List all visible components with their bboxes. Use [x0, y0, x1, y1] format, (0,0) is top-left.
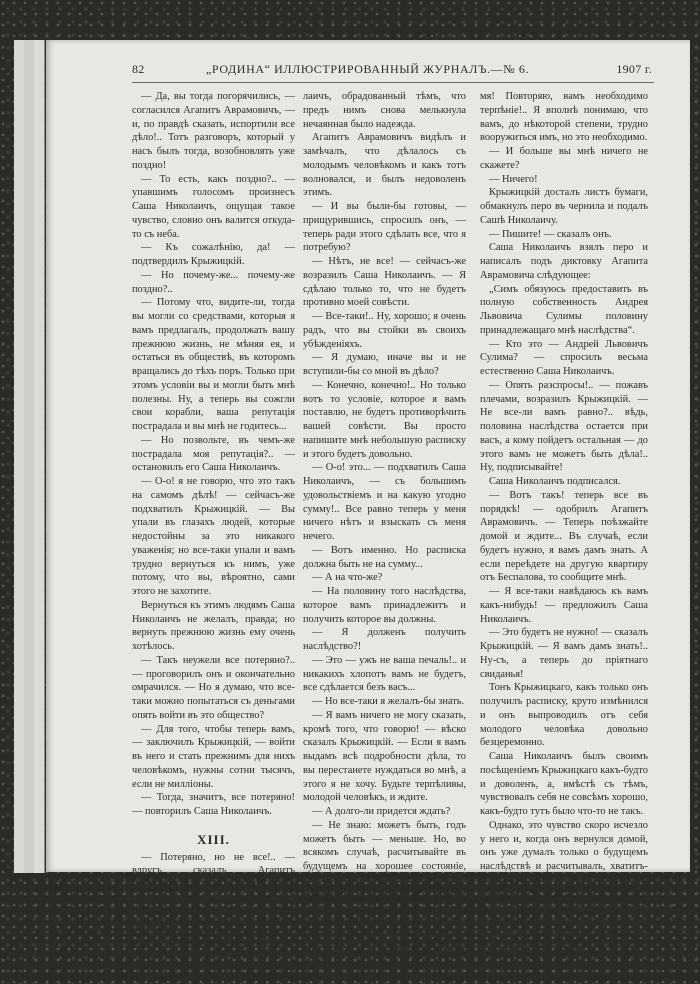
paragraph: — Вотъ именно. Но расписка должна быть не на сумму... [303, 544, 466, 570]
paragraph: — А на что-же? [312, 572, 383, 584]
paragraph: — Тогда, значитъ, все потеряно! — повторилъ Саша Николаичъ. [132, 792, 295, 817]
paragraph: — Все вы узнаете въ свое вре- [312, 971, 447, 982]
paragraph: Вернуться къ этимъ людямъ Саша Николаичъ не желалъ, правда; но вернуть прежнюю жизнь ему очень хотѣлось. [132, 599, 295, 652]
journal-title: „РОДИНА“ ИЛЛЮСТРИРОВАННЫЙ ЖУРНАЛЪ.—№ 6. [206, 62, 530, 76]
paragraph: Тонъ Крыжицкаго, какъ только онъ получилъ расписку, круто измѣнился и онъ выпроводилъ отъ себя молодого человѣка довольно безцеремонно. [480, 682, 648, 749]
paragraph: — О-о! я не говорю, что это такъ на самомъ дѣлѣ! — сейчасъ-же подхватилъ Крыжицкій. — Вы упали въ глазахъ людей, которые недостойны за это никакого уваженія; но все-таки упали и вамъ трудно вернуться къ нимъ, уже потому, что вы, вѣроятно, сами этого не захотите. [132, 476, 295, 597]
paragraph: — Кто это — Андрей Львовичъ Сулима? — спросилъ весьма естественно Саша Николаичъ. [480, 338, 648, 377]
text-column-2 [303, 90, 466, 984]
paragraph: — Я все-таки навѣдаюсь къ вамъ какъ-нибудь! — предложилъ Саша Николаичъ. [480, 586, 648, 625]
text-column-3 [480, 90, 648, 956]
page-number: 82 [132, 62, 145, 76]
paragraph: Саша Николаичъ подписался. [489, 476, 621, 487]
chapter-heading: XIII. [197, 831, 230, 847]
paragraph: — Потому что, видите-ли, тогда вы могли со средствами, которыя я вамъ предлагалъ, продолжать вашу прежнюю жизнь, не мѣняя ея, и остаться въ обществѣ, въ которомъ вращались до тѣхъ поръ. Только при этомъ условіи вы и могли быть мнѣ полезны. Ну, а теперь вы сожгли свои корабли, ваша репутація пострадала и вы мнѣ не годитесь... [132, 297, 295, 432]
paragraph: — Но позвольте, въ чемъ-же пострадала моя репутація?.. — остановилъ его Саша Николаичъ. [132, 434, 295, 474]
paragraph: — Все-таки!.. Ну, хорошо; я очень радъ, что вы стойки въ своихъ убѣжденіяхъ. [303, 311, 466, 350]
paragraph: — Не знаю: можетъ быть, годъ можетъ быть — меньше. Но, во всякомъ случаѣ, расчитывайте въ будущемъ на хорошее состояніе, потому что и половина вашего наслѣдства составляетъ крупный кушъ. [303, 819, 466, 914]
running-header [132, 62, 652, 78]
paragraph: — И больше вы мнѣ ничего не скажете? [480, 146, 648, 171]
paragraph: — Это будетъ не нужно! — сказалъ Крыжицкій. — Я вамъ дамъ знать!.. Ну-съ, а теперь до пріятнаго свиданья! [480, 627, 648, 680]
paragraph: — Для того, чтобы теперь вамъ, — заключилъ Крыжицкій, — войти въ него и стать прежнимъ для нихъ человѣкомъ, нужны сотни тысячъ, если не милліоны. [132, 723, 295, 790]
paragraph: — Вотъ такъ! теперь все въ порядкѣ! — одобрилъ Агапитъ Аврамовичъ. — Теперь поѣзжайте домой и ждите... Въ случаѣ, если будетъ нужно, я вамъ дамъ знать. А если переѣдете на другую квартиру отъ Беспалова, то сообщите мнѣ. [480, 489, 648, 584]
issue-year: 1907 г. [616, 62, 652, 76]
paragraph: — Но почему-же... почему-же поздно?.. [132, 269, 295, 295]
paragraph: „Симъ обязуюсь предоставить въ полную собственность Андрея Львовича Сулимы половину принадлежащаго мнѣ наслѣдства“. [480, 283, 648, 336]
paragraph: Крыжицкій досталъ листъ бумаги, обмакнулъ перо въ чернила и подалъ Сашѣ Николаичу. [480, 187, 648, 226]
paragraph: Саша Николаичъ взялъ перо и написалъ подъ диктовку Агапита Аврамовича слѣдующее: [480, 242, 648, 281]
paragraph: — Къ сожалѣнію, да! — подтвердилъ Крыжицкій. [132, 242, 295, 267]
paragraph: — Потеряно, но не все!.. — вдругъ сказалъ Агапитъ Аврамовичъ: — у васъ есть возможность получить эти сотни тысячъ... если вы, впрочемъ, захотите? [132, 851, 295, 932]
paragraph: Саша Николаичъ былъ своимъ посѣщеніемъ Крыжицкаго какъ-будто и доволенъ, а, вмѣстѣ съ тѣмъ, чувствовалъ себя не совсѣмъ хорошо, какъ-будто тутъ было что-то не такъ. [480, 751, 648, 817]
paragraph: — Опять разспросы!.. — пожавъ плечами, возразилъ Крыжицкій. — Не все-ли вамъ равно?.. вѣдь, половина наслѣдства остается при васъ, а кому пойдетъ остальная — до этого вамъ не можетъ быть дѣла!.. Ну, подписывайте! [480, 379, 648, 474]
paragraph: — То есть, какъ поздно?.. — упавшимъ голосомъ произнесъ Саша Николаичъ, ощущая такое чувство, словно онъ валится откуда-то съ неба. [132, 173, 295, 240]
paragraph: лаичъ, обрадованный тѣмъ, что предъ нимъ снова мелькнула нечаянная было надежда. [303, 91, 466, 130]
paragraph: мя! Повторяю, вамъ необходимо терпѣніе!.. Я вполнѣ понимаю, что вамъ, до нѣкоторой степени, трудно вооружиться имъ, но это необходимо. [480, 91, 648, 144]
paragraph: — Но все-таки я желалъ-бы знать. [312, 696, 465, 707]
paragraph: — Я вамъ ничего не могу сказать, кромѣ того, что говорю! — вѣско сказалъ Крыжицкій. — Если я вамъ выдамъ всѣ подробности дѣла, то вы перестанете нуждаться во мнѣ, а этого я не хочу. Будьте терпѣливы, молодой человѣкъ, и ждите. [303, 709, 466, 804]
paragraph: — Но позвольте!.. Тогда вы должны знать, кто мой отецъ и кто моя мать, и хоть это-то скажите мнѣ! [303, 916, 466, 969]
paragraph: — А долго-ли придется ждать? [312, 806, 451, 817]
paragraph: — Конечно, конечно!.. Но только вотъ то условіе, которое я вамъ поставлю, не будетъ противорѣчить вашей совѣсти. Вы просто напишите мнѣ небольшую расписку и этого будетъ довольно. [303, 379, 466, 460]
paragraph: — Да, да! я хочу этого!.. — поспѣшно подтвердилъ Саша Нико- [132, 934, 295, 959]
paragraph: На годъ у него денегъ должно было хватить съ лихвой, если, конечно, не позволять себѣ никакихъ излишествъ. А, самое [480, 902, 648, 955]
paragraph: — Я думаю, иначе вы и не вступили-бы со мной въ дѣло? [303, 352, 466, 377]
paragraph: — Это — ужъ не ваша печаль!.. и никакихъ хлопотъ вамъ не будетъ, все сдѣлается безъ васъ... [303, 654, 466, 694]
paragraph: — Я долженъ получить наслѣдство?! [303, 627, 466, 652]
paragraph: — Пишите! — сказалъ онъ. [489, 228, 612, 240]
paragraph: — Ничего! [489, 173, 538, 185]
magazine-page [46, 40, 690, 982]
paragraph: — На половину того наслѣдства, которое вамъ принадлежитъ и получить которое вы должны. [303, 586, 466, 625]
paragraph: — И вы были-бы готовы, — прищурившись, спросилъ онъ, — теперь ради этого сдѣлать все, что я потребую? [303, 201, 466, 254]
paragraph: — О-о! это... — подхватилъ Саша Николаичъ, — съ большимъ удовольствіемъ и на какую угодно сумму!.. Все равно теперь у меня ничего нѣтъ и взыскать съ меня нечего. [303, 462, 466, 542]
paragraph: Однако, это чувство скоро исчезло у него и, когда онъ вернулся домой, онъ уже думалъ только о будущемъ наслѣдствѣ и расчитывалъ, хватитъ-ли у него денегъ, чтобъ прожить на нихъ годъ. [480, 819, 648, 900]
text-column-1 [132, 90, 295, 961]
paragraph: — Нѣтъ, не все! — сейчасъ-же возразилъ Саша Николаичъ. — Я сдѣлаю только то, что не будетъ противно моей совѣсти. [303, 256, 466, 309]
paragraph: — Такъ неужели все потеряно?.. — проговорилъ онъ и окончательно омрачился. — Но я думаю, что все-таки можно попытаться съ деньгами опять войти въ это общество? [132, 654, 295, 721]
paragraph: Агапитъ Аврамовичъ видѣлъ и замѣчалъ, что дѣлалось съ молодымъ человѣкомъ и какъ тотъ волновался, и былъ недоволенъ этимъ. [303, 132, 466, 199]
page-edges-front [34, 40, 45, 873]
paragraph: — Да, вы тогда погорячились, — согласился Агапитъ Аврамовичъ, — и, по правдѣ сказать, испортили все дѣло!.. Тотъ разговоръ, который у насъ былъ тогда, возобновлять уже поздно! [132, 91, 295, 171]
header-rule [132, 82, 654, 83]
